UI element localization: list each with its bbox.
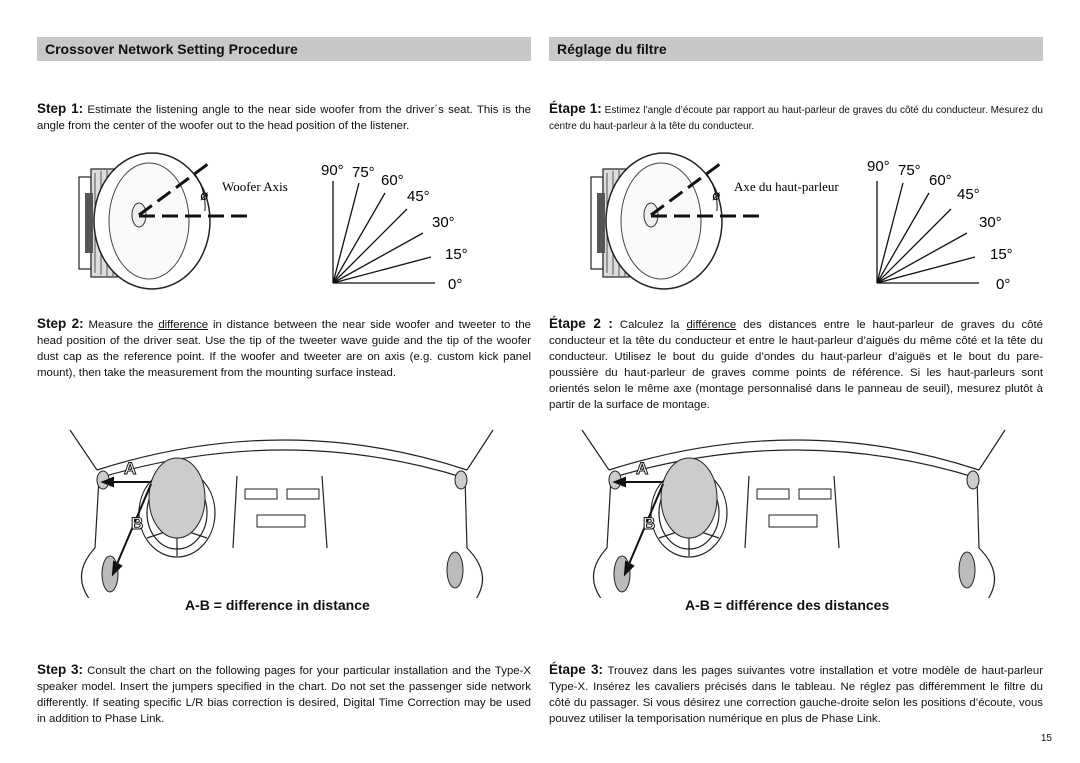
step3-label: Step 3: [37,662,83,677]
step1-paragraph [549,101,1043,135]
angle-label-15: 15° [445,246,468,263]
step2-text-b: in distance between the near side woofer and tweeter to the head position of the driver seat. Use the tip of the tweeter wave guide and the tip of the woofer dust cap as the reference point. If the woofer and tweeter are on axis (e.g. custom kick panel mount), then take the measurement from the mounting surface instead. [37,319,531,379]
angle-label-75: 75° [898,162,921,179]
step2-underlined-word: difference [158,319,209,331]
woofer-axis-label: Axe du haut-parleur [734,179,839,194]
angle-label-60: 60° [929,172,952,189]
page-number: 15 [1040,733,1052,744]
dashboard-figure [549,428,1043,598]
ab-caption: A-B = difference in distance [185,597,370,613]
angle-label-30: 30° [432,214,455,231]
french-column [549,0,1043,763]
section-heading-bar [37,37,531,61]
driver-head [149,458,205,538]
angle-label-30: 30° [979,214,1002,231]
step3-paragraph [37,662,531,727]
step3-paragraph [549,662,1043,727]
phi-symbol: ø [200,187,209,203]
woofer-illustration [79,153,210,289]
step1-label: Étape 1: [549,101,602,116]
angle-label-75: 75° [352,164,375,181]
step3-label: Étape 3: [549,662,603,677]
angle-label-60: 60° [381,172,404,189]
listening-angle-figure [37,143,531,303]
step3-text: Consult the chart on the following pages for your particular installation and the Type-X speaker model. Insert the jumpers specified in the chart. Do not set the passenger side network differently. If seating specific L/R bias correction is desired, Digital Time Correction may be used in addition to Phase Link. [37,665,532,725]
section-heading: Crossover Network Setting Procedure [45,41,298,57]
step1-text: Estimez l’angle d’écoute par rapport au haut-parleur de graves du côté du conducteur. Mesurez du centre du haut-parleur à la tête du conducteur. [549,105,1043,132]
ab-caption: A-B = différence des distances [685,597,890,613]
phi-symbol: ø [712,187,721,203]
section-heading: Réglage du filtre [557,41,667,57]
step1-paragraph [37,101,531,134]
step2-label: Step 2: [37,316,84,331]
angle-label-0: 0° [448,276,463,293]
point-b-label: B [131,514,144,533]
angle-label-45: 45° [407,188,430,205]
step2-text-a: Calculez la [619,319,687,331]
dashboard-figure [37,428,531,598]
step3-text: Trouvez dans les pages suivantes votre installation et votre modèle de haut-parleur Type-X. Insérez les cavaliers précisés dans le tableau. Ne réglez pas différemment le filtre du côté du passager. Si vous désirez une correction gauche-droite selon les positions d’écoute, vous pouvez utiliser la temporisation numérique en plus de Phase Link. [549,665,1043,725]
step2-underlined-word: différence [686,319,737,331]
listening-angle-figure [549,143,1043,303]
step2-text-a: Measure the [88,319,159,331]
step2-paragraph [549,316,1043,413]
section-heading-bar [549,37,1043,61]
step2-text-b: des distances entre le haut-parleur de graves du côté conducteur et la tête du conducteur et entre le haut-parleur d’aiguës du même côté et la tête du conducteur. Utilisez le bout du guide d’ondes du haut-parleur d’aiguës et le bout du pare-poussière du haut-parleur de graves comme points de référence. Si les haut-parleurs sont orientés selon le même axe (montage personnalisé dans le panneau de seuil), mesurez plutôt à partir de la surface de montage. [549,319,1043,411]
driver-head [661,458,717,538]
angle-label-90: 90° [321,162,344,179]
woofer-illustration [591,153,722,289]
angle-label-0: 0° [996,276,1011,293]
english-column [37,0,531,763]
angle-label-15: 15° [990,246,1013,263]
woofer-axis-label: Woofer Axis [222,179,288,194]
angle-label-45: 45° [957,186,980,203]
angle-label-90: 90° [867,158,890,175]
point-a-label: A [124,459,137,478]
step2-paragraph [37,316,531,381]
point-a-label: A [636,459,649,478]
step1-label: Step 1: [37,101,84,116]
step1-text: Estimate the listening angle to the near side woofer from the driver´s seat. This is the angle from the center of the woofer out to the head position of the listener. [37,104,531,132]
step2-label: Étape 2 : [549,316,613,331]
point-b-label: B [643,514,656,533]
